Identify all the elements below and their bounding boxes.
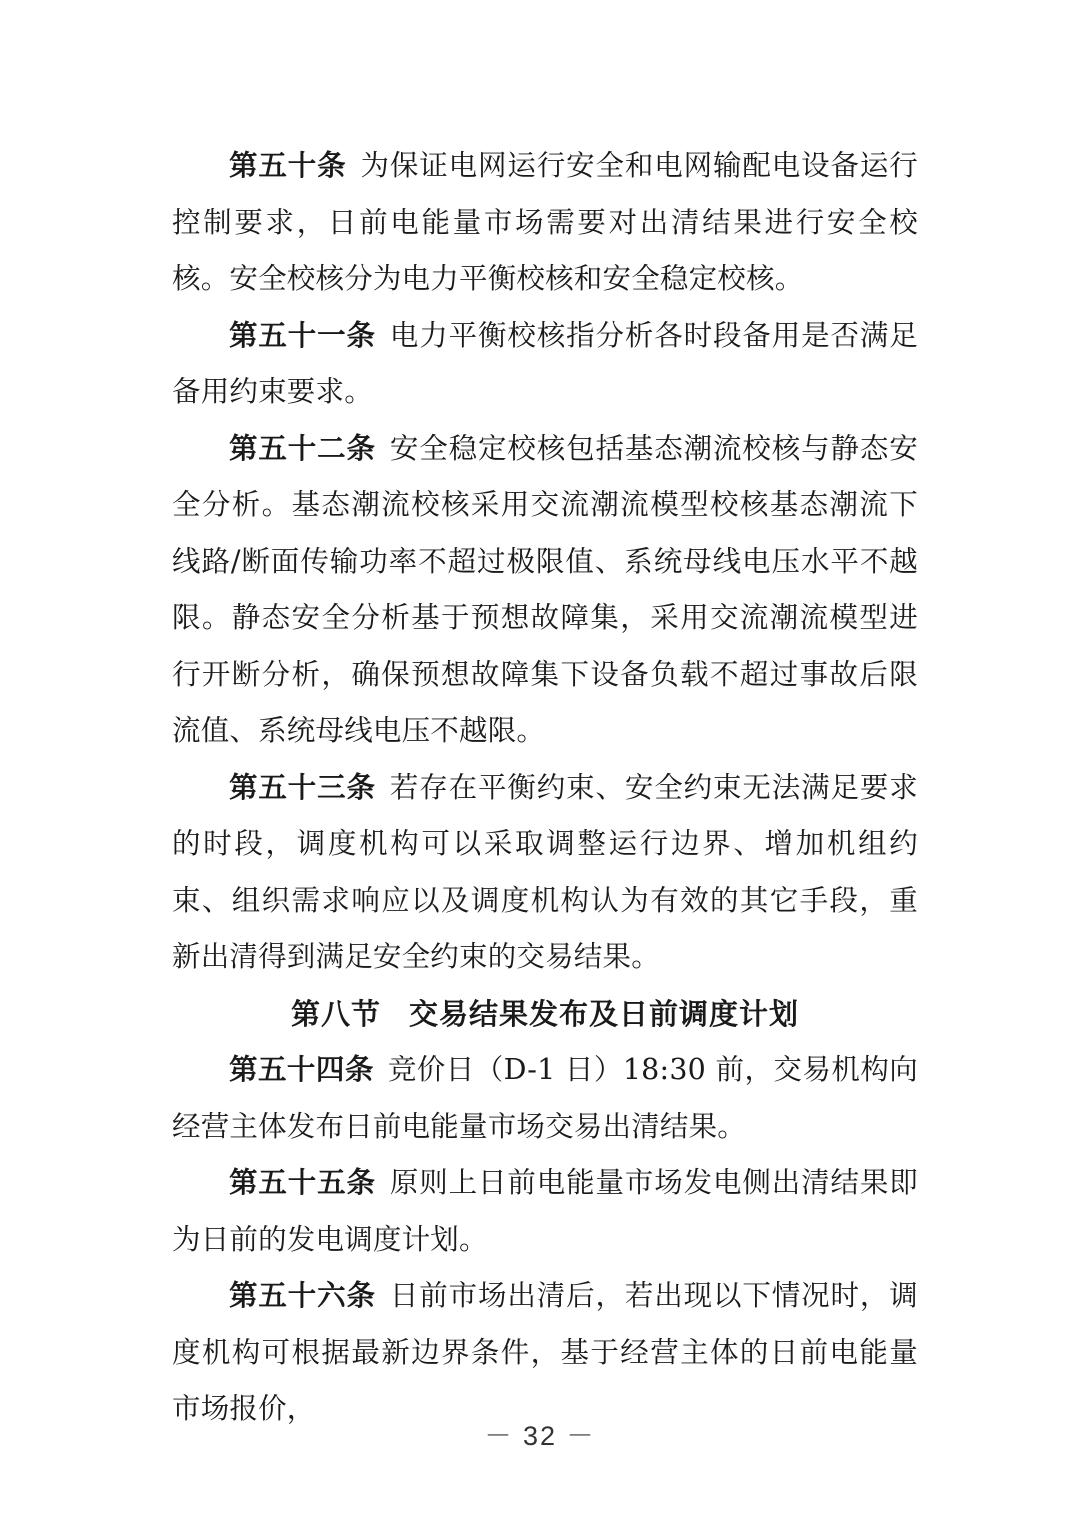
article-text: 若存在平衡约束、安全约束无法满足要求的时段，调度机构可以采取调整运行边界、增加机组约束、组织需求响应以及调度机构认为有效的其它手段，重新出清得到满足安全约束的交易结果。: [172, 770, 918, 973]
article-text: 电力平衡校核指分析各时段备用是否满足备用约束要求。: [172, 318, 918, 408]
article-number: 第五十二条: [229, 431, 376, 465]
article-number: 第五十条: [229, 149, 347, 182]
section-title: 交易结果发布及日前调度计划: [409, 996, 800, 1031]
article-51: [172, 308, 918, 421]
article-text: 原则上日前电能量市场发电侧出清结果即为日前的发电调度计划。: [172, 1166, 918, 1256]
article-53: [172, 760, 918, 986]
article-text: 竞价日（D-1 日）18:30 前，交易机构向经营主体发布日前电能量市场交易出清结果。: [172, 1053, 918, 1143]
article-text: 为保证电网运行安全和电网输配电设备运行控制要求，日前电能量市场需要对出清结果进行安全校核。安全校核分为电力平衡校核和安全稳定校核。: [172, 149, 918, 295]
article-text: 安全稳定校核包括基态潮流校核与静态安全分析。基态潮流校核采用交流潮流模型校核基态潮流下线路/断面传输功率不超过极限值、系统母线电压水平不越限。静态安全分析基于预想故障集，采用交流潮流模型进行开断分析，确保预想故障集下设备负载不超过事故后限流值、系统母线电压不越限。: [172, 431, 918, 747]
article-number: 第五十三条: [229, 770, 376, 804]
section-heading: [172, 986, 918, 1043]
article-number: 第五十五条: [229, 1166, 376, 1199]
article-56: [172, 1268, 918, 1438]
section-number: 第八节: [290, 996, 381, 1031]
page-number: － 32 －: [484, 1421, 596, 1451]
document-page: [172, 138, 918, 1438]
article-54: [172, 1042, 918, 1155]
article-number: 第五十四条: [229, 1053, 374, 1086]
article-55: [172, 1155, 918, 1268]
article-text: 日前市场出清后，若出现以下情况时，调度机构可根据最新边界条件，基于经营主体的日前电能量市场报价，: [172, 1279, 918, 1425]
article-number: 第五十六条: [229, 1279, 376, 1312]
article-52: [172, 421, 918, 760]
article-50: [172, 138, 918, 308]
article-number: 第五十一条: [229, 318, 376, 352]
